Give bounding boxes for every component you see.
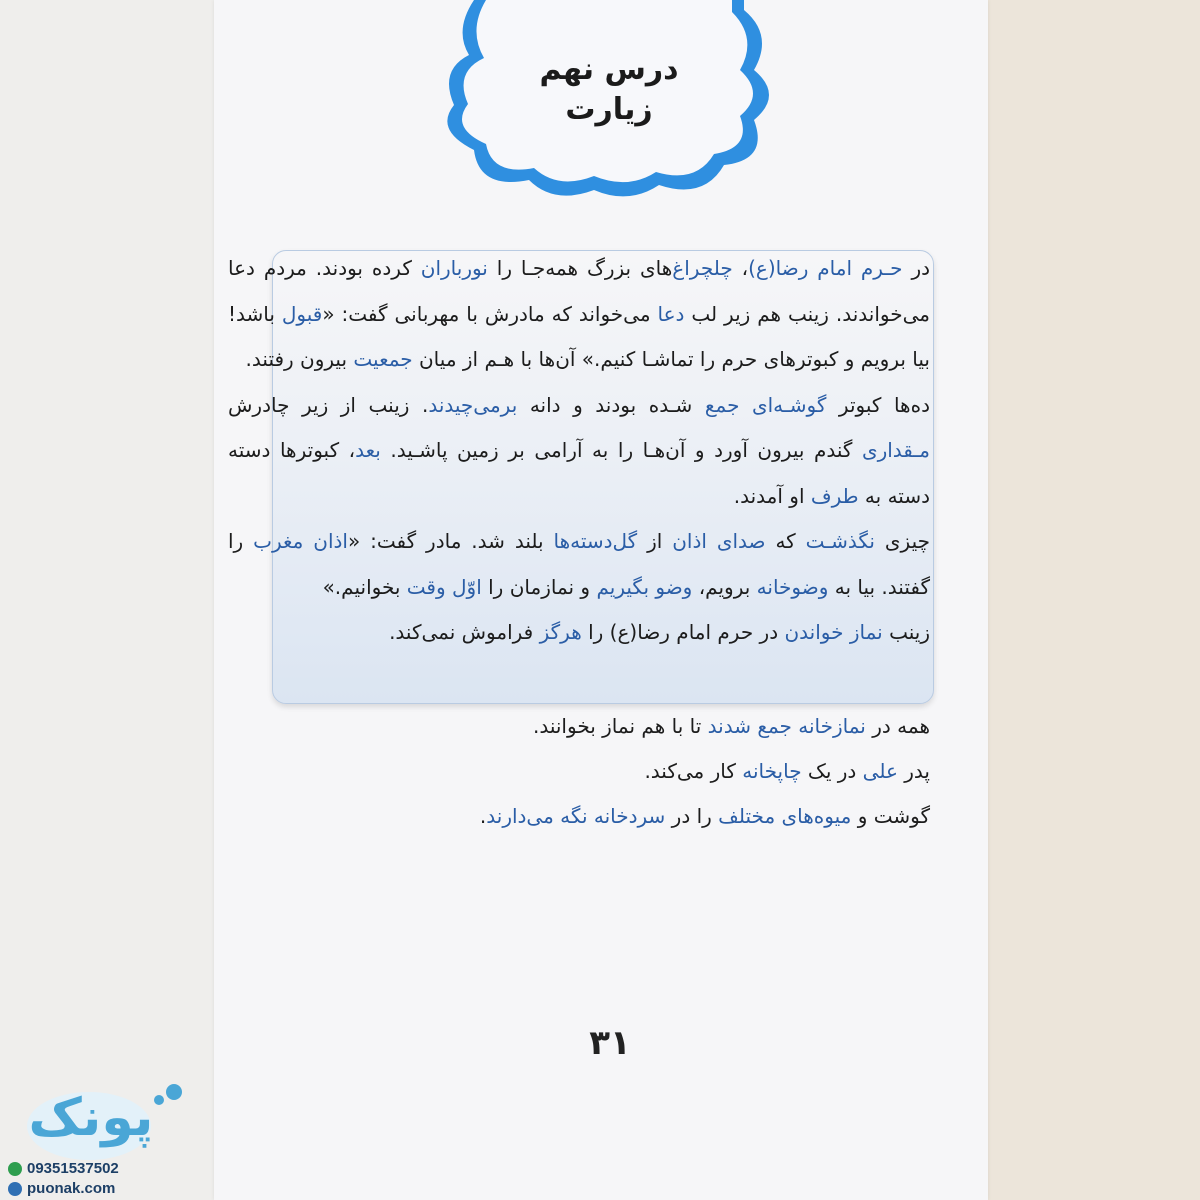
keyword: نورباران [420, 256, 488, 280]
whatsapp-icon [8, 1162, 22, 1176]
keyword: نگذشـت [805, 529, 875, 553]
text-run: همه در [865, 714, 930, 738]
keyword: اوّل وقت [406, 574, 482, 599]
text-run: ، [732, 256, 749, 280]
story-paragraph [228, 383, 930, 520]
text-run: ده‌ها کبوتر [826, 392, 930, 417]
keyword: میوه‌های مختلف [718, 804, 852, 828]
text-run: برویم، [692, 574, 757, 599]
keyword: دعا [657, 301, 685, 326]
text-run: و نمازمان را [481, 574, 597, 599]
keyword: چاپخانه [742, 759, 802, 783]
keyword: گل‌دسته‌ها [553, 529, 638, 553]
text-run: چیزی [874, 529, 930, 553]
text-run: او آمدند. [733, 483, 811, 508]
contact-website [8, 1180, 208, 1197]
sentence-paragraph [228, 749, 930, 794]
keyword: قبول [281, 301, 323, 326]
story-paragraph [228, 610, 930, 656]
text-run: . زینب از زیر چادرش [228, 392, 429, 417]
keyword: سردخانه نگه می‌دارند [486, 804, 666, 828]
contact-phone [8, 1160, 208, 1177]
text-run: باشد! بیا برویم و کبوترهای حرم را تماشـا کنیم.» آن‌ها با هـم از میان [228, 301, 930, 371]
keyword: اذان مغرب [253, 529, 348, 553]
background-right [988, 0, 1200, 1200]
text-run: ‌های بزرگ همه‌جـا را [487, 256, 673, 280]
text-run: را گفتند. بیا به [228, 529, 930, 599]
text-run: بخوانیم.» [322, 574, 407, 599]
keyword: هرگز [539, 620, 582, 644]
story-text [228, 246, 930, 656]
text-run: گندم بیرون آورد و آن‌هـا را به آرامی بر زمین پاشـید. [380, 438, 862, 462]
sentence-paragraph [228, 704, 930, 749]
keyword: علی [862, 759, 898, 783]
logo-brand-word: پونک [28, 1088, 154, 1148]
keyword: چلچراغ [672, 256, 733, 280]
text-run: پدر [897, 759, 930, 783]
keyword: حـرم امام رضا(ع) [748, 256, 903, 280]
text-run: بلند شد. مادر گفت: « [347, 529, 554, 553]
text-run: در حرم امام رضا(ع) را [581, 620, 785, 644]
text-run: در [902, 256, 931, 280]
keyword: صدای اذان [672, 529, 766, 553]
keyword: مـقداری [861, 438, 930, 462]
lesson-title-text: زیارت [565, 92, 653, 127]
text-run: کرده بودند. مردم دعا می‌خواندند. زینب هم زیر لب [228, 256, 931, 326]
sentence-paragraph [228, 794, 930, 839]
text-run: تا با هم نماز بخوانند. [532, 714, 708, 738]
keyword: نماز خواندن [784, 620, 883, 644]
story-paragraph [228, 519, 930, 610]
example-sentences [228, 704, 930, 839]
keyword: جمعیت [353, 347, 413, 371]
text-run: . [479, 804, 487, 828]
story-paragraph [228, 246, 930, 383]
lesson-title [434, 50, 784, 130]
keyword: گوشـه‌ای جمع [704, 392, 827, 417]
lesson-number-label: درس نهم [539, 52, 679, 87]
text-run: می‌خواند که مادرش با مهربانی گفت: « [322, 301, 658, 326]
keyword: وضو بگیریم [596, 574, 693, 599]
text-run: کار می‌کند. [644, 759, 743, 783]
text-run: فراموش نمی‌کند. [389, 620, 540, 644]
text-run: در یک [801, 759, 863, 783]
text-run: زینب [882, 620, 930, 644]
background-left [0, 0, 214, 1200]
text-run: از [637, 529, 673, 553]
text-run: ، کبوترها دسته دسته به [228, 438, 930, 508]
text-run: شـده بودند و دانه [517, 392, 705, 417]
website-url: puonak.com [27, 1180, 116, 1197]
text-run: بیرون رفتند. [245, 347, 354, 371]
text-run: گوشت و [851, 804, 930, 828]
keyword: طرف [810, 483, 859, 508]
keyword: نمازخانه جمع شدند [707, 714, 866, 738]
globe-icon [8, 1182, 22, 1196]
keyword: برمی‌چیدند [428, 392, 518, 417]
page-number: ۳۱ [589, 1023, 631, 1063]
phone-number: 09351537502 [27, 1160, 119, 1177]
text-run: که [765, 529, 806, 553]
text-run: را در [665, 804, 719, 828]
keyword: بعد [355, 438, 381, 462]
keyword: وضوخانه [756, 574, 829, 599]
